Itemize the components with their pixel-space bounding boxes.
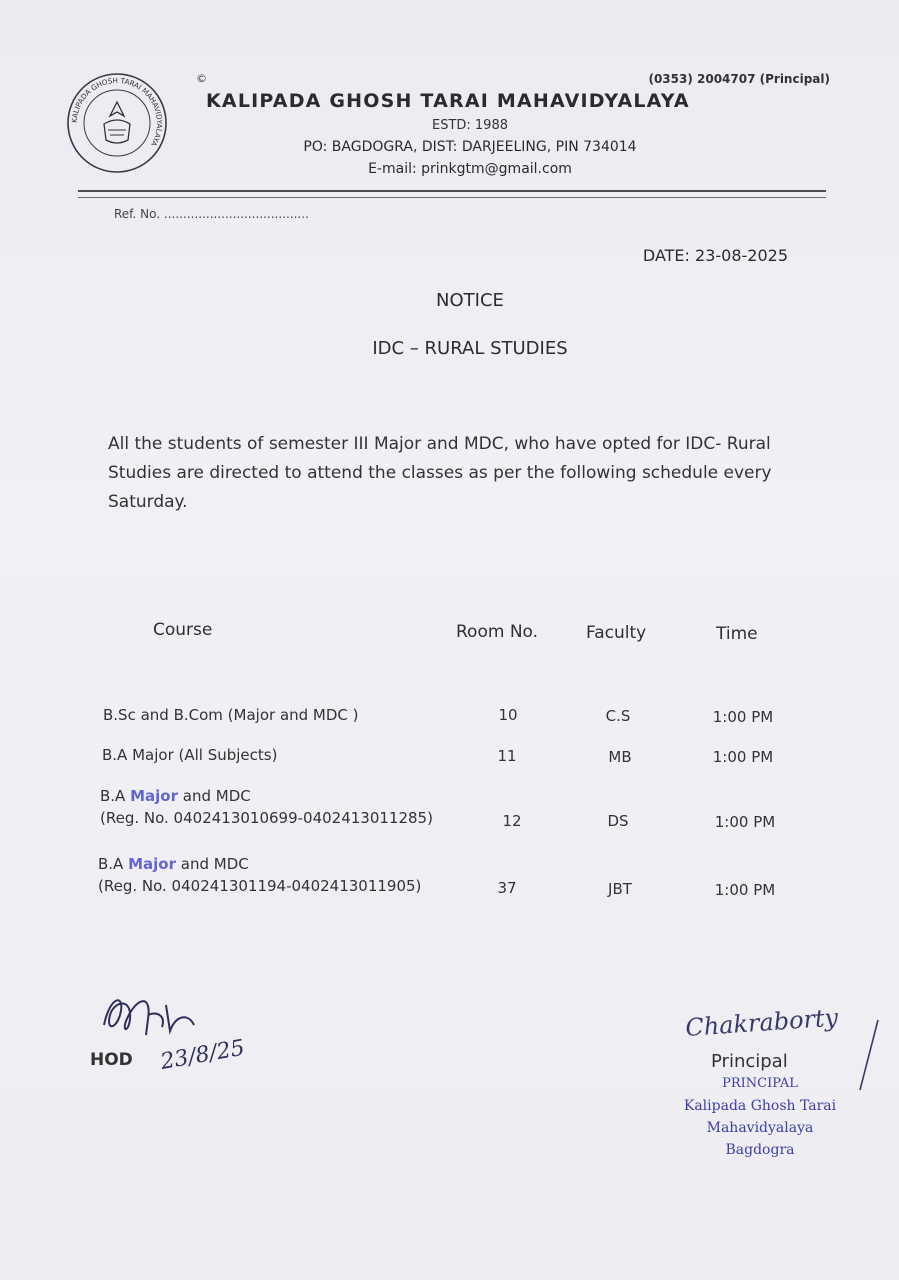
seal-text: KALIPADA GHOSH TARAI MAHAVIDYALAYA <box>69 75 165 148</box>
row2-room: 11 <box>497 747 517 765</box>
principal-phone: (0353) 2004707 (Principal) <box>648 72 830 86</box>
principal-signature-text: Chakraborty <box>684 1003 839 1042</box>
row3-course-suffix: and MDC <box>182 787 251 805</box>
stamp-line-2: Kalipada Ghosh Tarai <box>683 1098 837 1114</box>
letterhead-divider <box>78 190 826 192</box>
notice-subject: IDC – RURAL STUDIES <box>372 338 568 359</box>
stamp-line-1: PRINCIPAL <box>722 1076 798 1091</box>
row4-course <box>98 855 421 895</box>
copyright-mark: © <box>196 72 207 85</box>
row3-room: 12 <box>502 812 522 830</box>
college-address: PO: BAGDOGRA, DIST: DARJEELING, PIN 734014 <box>303 139 637 155</box>
row4-course-prefix: B.A <box>98 855 124 873</box>
college-name: KALIPADA GHOSH TARAI MAHAVIDYALAYA <box>206 90 690 112</box>
row4-course-suffix: and MDC <box>180 855 249 873</box>
hod-label: HOD <box>90 1050 133 1070</box>
notice-title: NOTICE <box>436 290 504 311</box>
row3-course <box>100 787 433 827</box>
row4-faculty: JBT <box>608 880 632 898</box>
row4-marked-word: Major <box>128 855 177 873</box>
row1-faculty: C.S <box>605 707 631 725</box>
row4-reg-range: (Reg. No. 040241301194-0402413011905) <box>98 877 422 895</box>
row3-reg-range: (Reg. No. 0402413010699-0402413011285) <box>100 809 433 827</box>
row4-time: 1:00 PM <box>714 881 776 899</box>
notice-body: All the students of semester III Major and MDC, who have opted for IDC- Rural Studies are directed to attend the classes as per the following schedule every Saturday. <box>108 434 772 512</box>
ref-label: Ref. No. <box>114 207 161 221</box>
row3-marked-word: Major <box>130 787 179 805</box>
stamp-line-3: Mahavidyalaya <box>706 1120 814 1136</box>
letterhead-divider-thin <box>78 197 826 198</box>
row1-time: 1:00 PM <box>712 708 774 726</box>
row1-room: 10 <box>498 706 518 724</box>
row1-course: B.Sc and B.Com (Major and MDC ) <box>103 706 359 724</box>
hod-sign-date: 23/8/25 <box>158 1035 247 1075</box>
row3-faculty: DS <box>607 812 629 830</box>
row4-room: 37 <box>497 879 517 897</box>
row3-time: 1:00 PM <box>714 813 776 831</box>
reference-number <box>114 207 309 221</box>
row2-faculty: MB <box>608 748 632 766</box>
principal-stamp <box>660 1073 860 1161</box>
header-room: Room No. <box>456 622 539 642</box>
row2-time: 1:00 PM <box>712 748 774 766</box>
stamp-line-4: Bagdogra <box>725 1142 795 1158</box>
header-faculty: Faculty <box>586 623 647 643</box>
established-year: ESTD: 1988 <box>431 118 508 133</box>
row3-course-prefix: B.A <box>100 787 126 805</box>
header-time: Time <box>716 624 758 644</box>
college-email: E-mail: prinkgtm@gmail.com <box>368 161 572 177</box>
college-seal-logo <box>66 72 168 174</box>
principal-label: Principal <box>711 1051 788 1072</box>
notice-date: DATE: 23-08-2025 <box>642 246 788 265</box>
ref-blank: ...................................... <box>163 207 309 221</box>
row2-course: B.A Major (All Subjects) <box>102 746 278 764</box>
header-course: Course <box>153 620 213 640</box>
